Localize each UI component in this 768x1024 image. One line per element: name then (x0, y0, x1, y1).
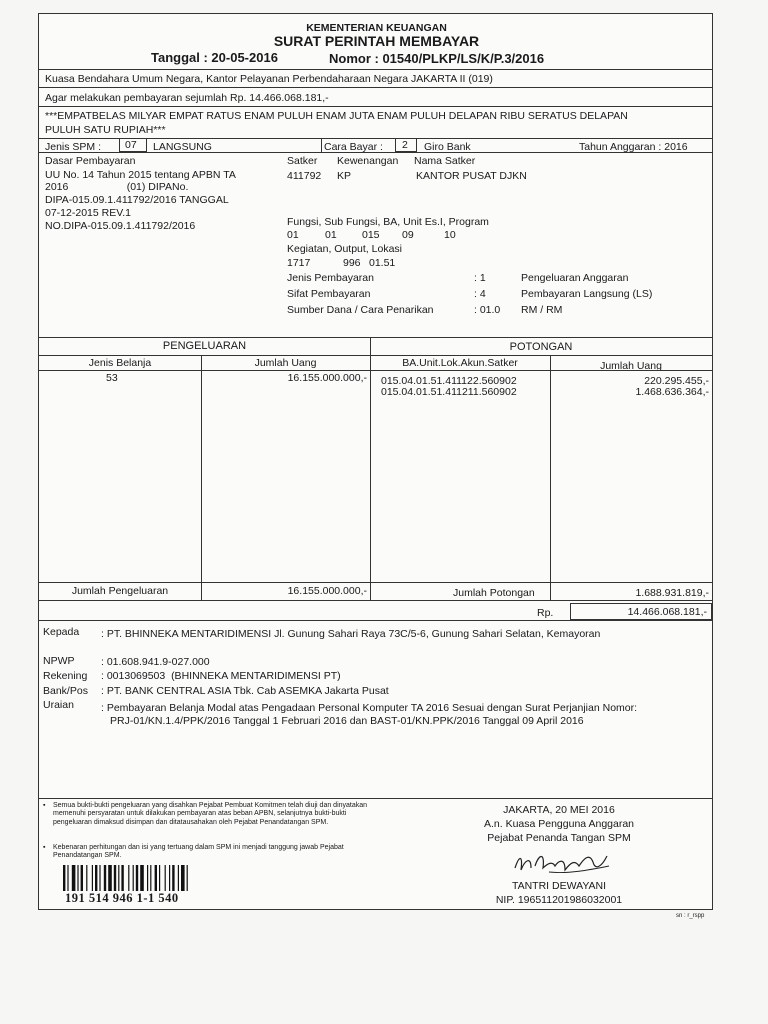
kegiatan-value: 996 (343, 257, 361, 269)
table-row: 015.04.01.51.411211.560902 (381, 386, 517, 398)
note-2-text: Kebenaran perhitungan dan isi yang tertuang dalam SPM ini menjadi tanggung jawab Pejabat Penandatangan SPM. (53, 844, 344, 860)
dasar-line: UU No. 14 Tahun 2015 tentang APBN TA (45, 169, 236, 181)
amount-words-line2: PULUH SATU RUPIAH*** (45, 124, 166, 136)
potongan-heading: POTONGAN (509, 341, 573, 353)
rekening-value: : 0013069503 (BHINNEKA MENTARIDIMENSI PT) (101, 670, 341, 682)
kepada-value: : PT. BHINNEKA MENTARIDIMENSI Jl. Gunung Sahari Raya 73C/5-6, Gunung Sahari Selatan, Kemayoran (101, 628, 601, 640)
kuasa-bendahara: Kuasa Bendahara Umum Negara, Kantor Pelayanan Perbendaharaan Negara JAKARTA II (019) (45, 73, 493, 85)
kegiatan-label: Kegiatan, Output, Lokasi (287, 243, 402, 255)
jenis-pembayaran-code: : 1 (474, 272, 486, 284)
sifat-pembayaran-label: Sifat Pembayaran (287, 288, 371, 300)
cara-bayar-code: 2 (395, 138, 417, 152)
rekening-label: Rekening (43, 670, 88, 682)
footer-code: sn : r_rspp (676, 913, 705, 919)
dasar-line: 2016 (01) DIPANo. (45, 181, 189, 193)
note-2 (43, 844, 373, 861)
amount-words-line1: ***EMPATBELAS MILYAR EMPAT RATUS ENAM PULUH ENAM JUTA ENAM PULUH DELAPAN RIBU SERATUS DELAPAN (45, 110, 628, 122)
uraian-label: Uraian (43, 699, 74, 711)
document-title: SURAT PERINTAH MEMBAYAR (273, 33, 480, 49)
table-row: 16.155.000.000,- (287, 372, 367, 384)
cara-bayar-label: Cara Bayar : (324, 141, 383, 153)
fungsi-value: 09 (402, 229, 414, 241)
col-jumlah-uang: Jumlah Uang (254, 357, 317, 369)
col-jumlah-uang-potongan: Jumlah Uang (600, 360, 662, 372)
total-potongan-label: Jumlah Potongan (453, 587, 535, 599)
sumber-dana-desc: RM / RM (521, 304, 563, 316)
net-amount: 14.466.068.181,- (570, 603, 712, 620)
bullet-icon: ▪ (43, 844, 46, 851)
net-label: Rp. (537, 607, 554, 619)
barcode-number: 191 514 946 1-1 540 (65, 891, 179, 905)
uraian-line2: PRJ-01/KN.1.4/PPK/2016 Tanggal 1 Februari 2016 dan BAST-01/KN.PPK/2016 Tanggal 09 April 2016 (110, 715, 584, 727)
fungsi-value: 01 (325, 229, 337, 241)
sumber-dana-code: : 01.0 (474, 304, 501, 316)
sifat-pembayaran-code: : 4 (474, 288, 486, 300)
jenis-spm-code: 07 (119, 138, 147, 152)
bullet-icon: ▪ (43, 802, 46, 809)
sign-place-date: JAKARTA, 20 MEI 2016 (503, 804, 615, 816)
spm-document (38, 13, 713, 910)
total-pengeluaran-value: 16.155.000.000,- (287, 585, 367, 597)
dasar-line: DIPA-015.09.1.411792/2016 TANGGAL (45, 194, 229, 206)
table-row: 015.04.01.51.411122.560902 (381, 375, 517, 387)
kegiatan-value: 1717 (287, 257, 311, 269)
ministry-heading: KEMENTERIAN KEUANGAN (306, 22, 447, 34)
satker-col-label: Satker (287, 155, 318, 167)
jenis-pembayaran-desc: Pengeluaran Anggaran (521, 272, 629, 284)
npwp-value: : 01.608.941.9-027.000 (101, 656, 210, 668)
sumber-dana-label: Sumber Dana / Cara Penarikan (287, 304, 434, 316)
signature-icon (509, 844, 619, 882)
nama-satker-col-label: Nama Satker (414, 155, 476, 167)
npwp-label: NPWP (43, 655, 75, 667)
fungsi-value: 01 (287, 229, 299, 241)
bank-label: Bank/Pos (43, 685, 88, 697)
fungsi-value: 015 (362, 229, 380, 241)
jenis-spm-label: Jenis SPM : (45, 141, 102, 153)
total-potongan-value: 1.688.931.819,- (635, 587, 709, 599)
sign-name: TANTRI DEWAYANI (511, 880, 607, 892)
sign-nip: NIP. 196511201986032001 (495, 894, 623, 906)
kegiatan-value: 01.51 (369, 257, 396, 269)
sign-on-behalf: A.n. Kuasa Pengguna Anggaran (483, 818, 635, 830)
col-jenis-belanja: Jenis Belanja (88, 357, 152, 369)
nama-satker-value: KANTOR PUSAT DJKN (416, 170, 527, 182)
table-row: 1.468.636.364,- (635, 386, 709, 398)
tahun-anggaran: Tahun Anggaran : 2016 (579, 141, 688, 153)
fungsi-label: Fungsi, Sub Fungsi, BA, Unit Es.I, Program (287, 216, 489, 228)
sifat-pembayaran-desc: Pembayaran Langsung (LS) (521, 288, 653, 300)
satker-code: 411792 (287, 170, 322, 182)
total-pengeluaran-label: Jumlah Pengeluaran (71, 585, 169, 597)
uraian-line1: : Pembayaran Belanja Modal atas Pengadaan Personal Komputer TA 2016 Sesuai dengan Surat Perjanjian Nomor: (101, 702, 638, 714)
barcode-icon (63, 865, 243, 891)
sign-role: Pejabat Penanda Tangan SPM (487, 832, 631, 844)
bank-value: : PT. BANK CENTRAL ASIA Tbk. Cab ASEMKA Jakarta Pusat (101, 685, 389, 697)
document-date: Tanggal : 20-05-2016 (151, 50, 278, 65)
note-1-text: Semua bukti-bukti pengeluaran yang disahkan Pejabat Pembuat Komitmen telah diuji dan dinyatakan memenuhi persyaratan untuk dilakukan pembayaran atas beban APBN, selanjutnya bukti-bukti pengeluaran dimaksud disimpan dan ditatausahakan oleh Pejabat Penandatangan SPM. (53, 802, 368, 826)
jenis-spm-value: LANGSUNG (153, 141, 212, 153)
dasar-line: NO.DIPA-015.09.1.411792/2016 (45, 220, 196, 232)
col-akun-satker: BA.Unit.Lok.Akun.Satker (402, 357, 518, 369)
kewenangan-col-label: Kewenangan (337, 155, 399, 167)
pengeluaran-heading: PENGELUARAN (162, 340, 247, 352)
kewenangan-value: KP (337, 170, 352, 182)
cara-bayar-value: Giro Bank (424, 141, 471, 153)
table-row: 53 (106, 372, 118, 384)
note-1 (43, 802, 373, 827)
kepada-label: Kepada (43, 626, 80, 638)
fungsi-value: 10 (444, 229, 456, 241)
dasar-line: 07-12-2015 REV.1 (45, 207, 132, 219)
document-number: Nomor : 01540/PLKP/LS/K/P.3/2016 (329, 51, 545, 66)
payment-instruction: Agar melakukan pembayaran sejumlah Rp. 14.466.068.181,- (45, 92, 329, 104)
table-row: 220.295.455,- (644, 375, 709, 387)
jenis-pembayaran-label: Jenis Pembayaran (287, 272, 374, 284)
dasar-label: Dasar Pembayaran (45, 155, 136, 167)
